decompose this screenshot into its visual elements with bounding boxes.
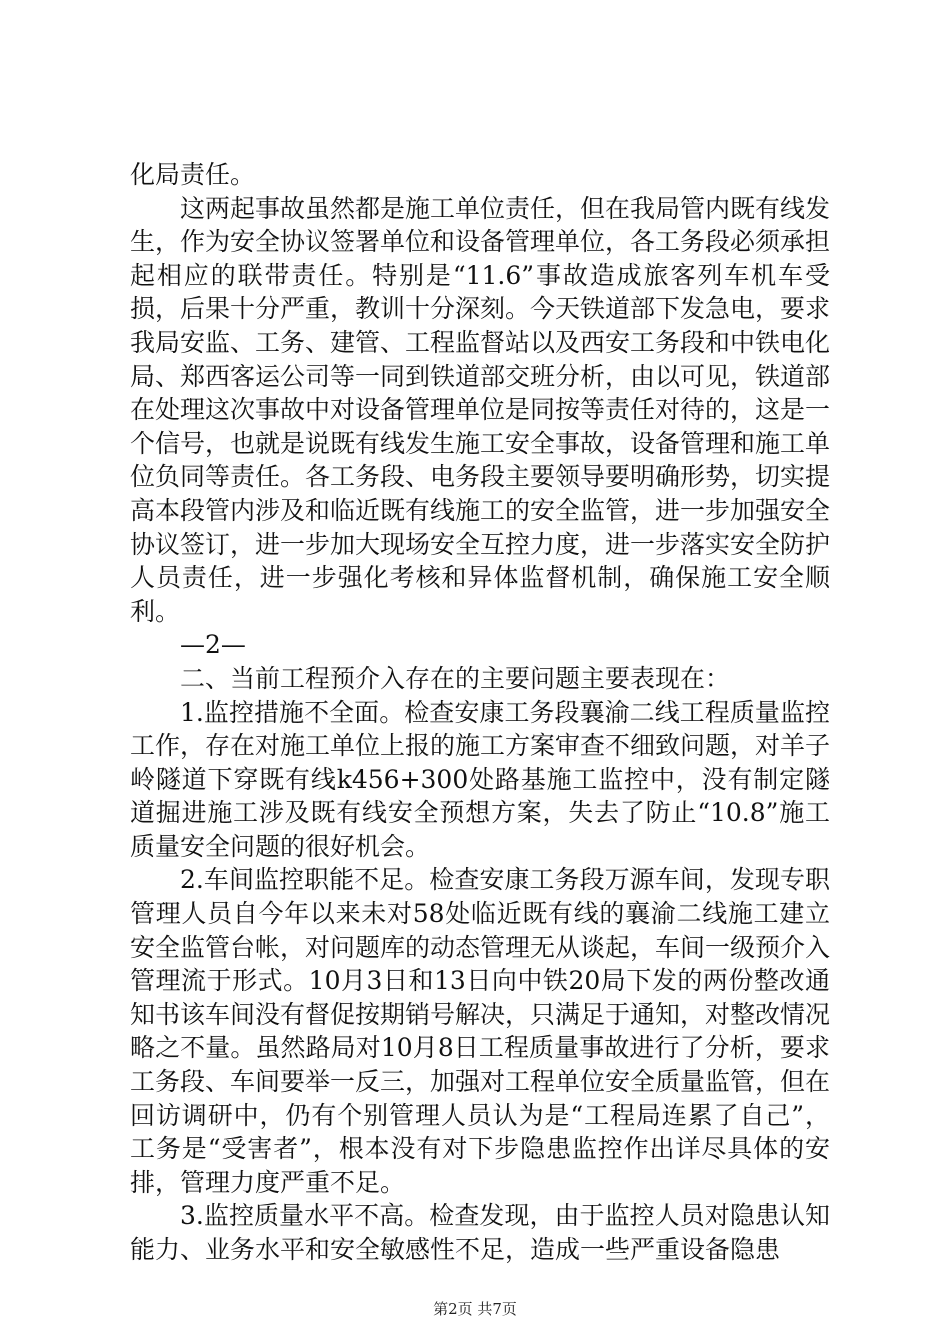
section-heading-main-problems: 二、当前工程预介入存在的主要问题主要表现在： <box>180 663 731 693</box>
page-footer: 第2页 共7页 <box>433 1300 517 1318</box>
paragraph-item-2: 2.车间监控职能不足。检查安康工务段万源车间，发现专职管理人员自今年以来未对58处临近既有线的襄渝二线施工建立安全监管台帐，对问题库的动态管理无从谈起，车间一级预介入管理流于形式。10月3日和13日向中铁20局下发的两份整改通知书该车间没有督促按期销号解决，只满足于通知，对整改情况略之不量。虽然路局对10月8日工程质量事故进行了分析，要求工务段、车间要举一反三，加强对工程单位安全质量监管，但在回访调研中，仍有个别管理人员认为是“工程局连累了自己”，工务是“受害者”，根本没有对下步隐患监控作出详尽具体的安排，管理力度严重不足。 <box>130 865 831 1197</box>
paragraph-continuation: 化局责任。 <box>130 160 256 189</box>
paragraph-accident-responsibility: 这两起事故虽然都是施工单位责任，但在我局管内既有线发生，作为安全协议签署单位和设备管理单位，各工务段必须承担起相应的联带责任。特别是“11.6”事故造成旅客列车机车受损，后果十分严重，教训十分深刻。今天铁道部下发急电，要求我局安监、工务、建管、工程监督站以及西安工务段和中铁电化局、郑西客运公司等一同到铁道部交班分析，由以可见，铁道部在处理这次事故中对设备管理单位是同按等责任对待的，这是一个信号，也就是说既有线发生施工安全事故，设备管理和施工单位负同等责任。各工务段、电务段主要领导要明确形势，切实提高本段管内涉及和临近既有线施工的安全监管，进一步加强安全协议签订，进一步加大现场安全互控力度，进一步落实安全防护人员责任，进一步强化考核和异体监督机制，确保施工安全顺利。 <box>130 193 831 626</box>
document-body <box>130 158 830 1267</box>
paragraph-item-3: 3.监控质量水平不高。检查发现，由于监控人员对隐患认知能力、业务水平和安全敏感性不足，造成一些严重设备隐患 <box>130 1201 830 1264</box>
paragraph-item-1: 1.监控措施不全面。检查安康工务段襄渝二线工程质量监控工作，存在对施工单位上报的施工方案审查不细致问题，对羊子岭隧道下穿既有线k456+300处路基施工监控中，没有制定隧道掘进施工涉及既有线安全预想方案，失去了防止“10.8”施工质量安全问题的很好机会。 <box>130 697 831 861</box>
inline-page-marker: —2— <box>180 630 246 660</box>
